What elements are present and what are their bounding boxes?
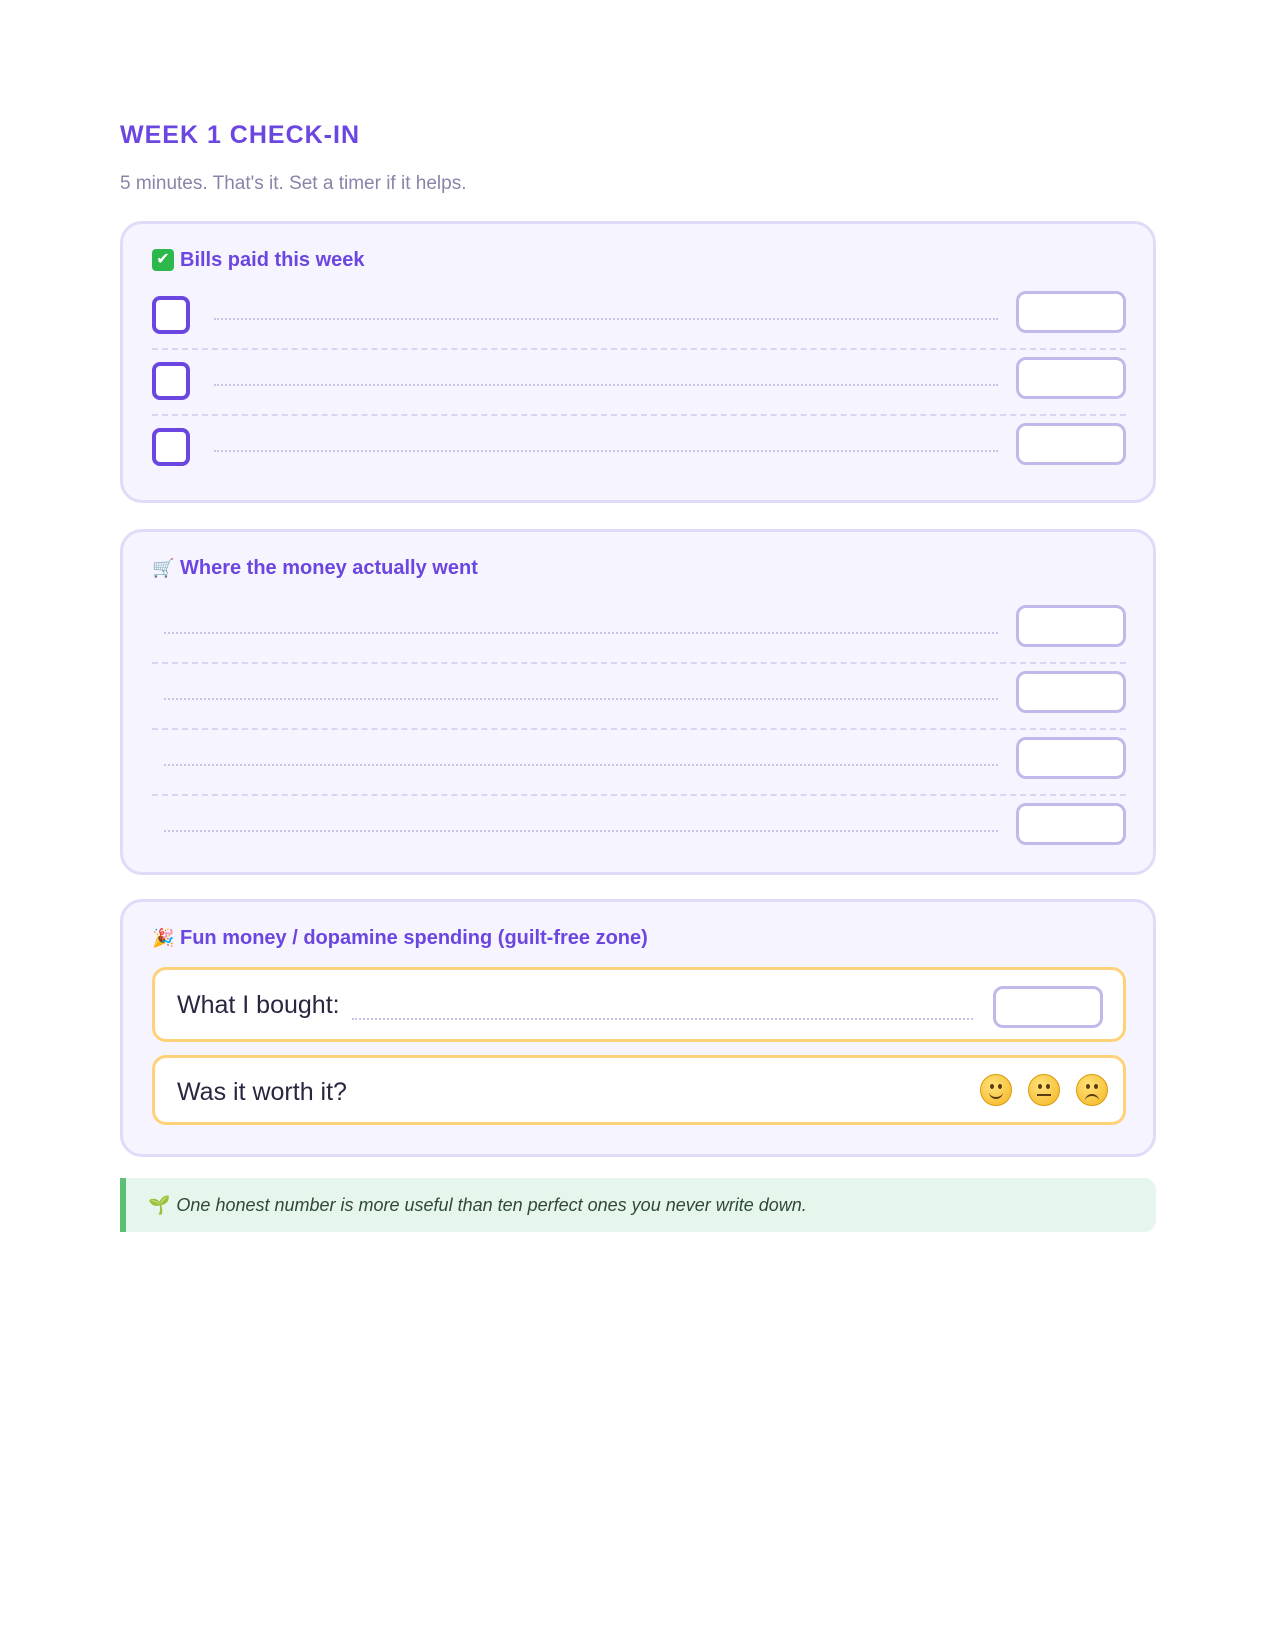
tip-text: One honest number is more useful than ten perfect ones you never write down.	[176, 1194, 807, 1215]
sprout-icon: 🌱	[148, 1194, 171, 1215]
spending-row	[152, 664, 1126, 730]
bill-amount-field[interactable]	[1016, 357, 1126, 399]
bill-paid-checkbox[interactable]	[152, 296, 190, 334]
page-subtitle: 5 minutes. That's it. Set a timer if it helps.	[120, 173, 467, 194]
bill-row	[152, 284, 1126, 350]
spending-amount-field[interactable]	[1016, 671, 1126, 713]
fun-card-title	[152, 926, 648, 950]
worksheet-page	[120, 120, 1156, 1215]
spending-item-line[interactable]	[164, 830, 998, 832]
tip-callout	[120, 1178, 1156, 1232]
bill-paid-checkbox[interactable]	[152, 428, 190, 466]
spending-amount-field[interactable]	[1016, 737, 1126, 779]
bill-name-line[interactable]	[214, 450, 998, 452]
bill-row	[152, 416, 1126, 482]
bill-amount-field[interactable]	[1016, 423, 1126, 465]
spending-amount-field[interactable]	[1016, 605, 1126, 647]
spending-row	[152, 730, 1126, 796]
spending-card-title	[152, 556, 478, 580]
bills-card-title	[152, 248, 365, 272]
bill-name-line[interactable]	[214, 384, 998, 386]
party-popper-icon: 🎉	[152, 928, 175, 948]
what-bought-line[interactable]	[352, 1018, 973, 1020]
page-title: WEEK 1 CHECK-IN	[120, 121, 361, 149]
happy-face-icon[interactable]	[980, 1074, 1012, 1106]
fun-amount-field[interactable]	[993, 986, 1103, 1028]
shopping-cart-icon: 🛒	[152, 558, 175, 578]
spending-title-text: Where the money actually went	[180, 557, 478, 579]
sad-face-icon[interactable]	[1076, 1074, 1108, 1106]
bill-paid-checkbox[interactable]	[152, 362, 190, 400]
neutral-face-icon[interactable]	[1028, 1074, 1060, 1106]
spending-item-line[interactable]	[164, 764, 998, 766]
spending-row	[152, 796, 1126, 862]
bills-title-text: Bills paid this week	[180, 249, 365, 271]
bill-amount-field[interactable]	[1016, 291, 1126, 333]
bill-name-line[interactable]	[214, 318, 998, 320]
what-bought-label: What I bought:	[177, 991, 340, 1019]
worth-it-row	[152, 1055, 1126, 1125]
spending-row	[152, 598, 1126, 664]
check-mark-icon: ✔	[152, 249, 174, 271]
fun-money-card	[120, 899, 1156, 1157]
spending-amount-field[interactable]	[1016, 803, 1126, 845]
bill-row	[152, 350, 1126, 416]
spending-card	[120, 529, 1156, 875]
spending-item-line[interactable]	[164, 698, 998, 700]
bills-card	[120, 221, 1156, 503]
fun-title-text: Fun money / dopamine spending (guilt-free zone)	[180, 927, 648, 949]
what-bought-row	[152, 967, 1126, 1042]
spending-item-line[interactable]	[164, 632, 998, 634]
worth-it-label: Was it worth it?	[177, 1078, 347, 1106]
